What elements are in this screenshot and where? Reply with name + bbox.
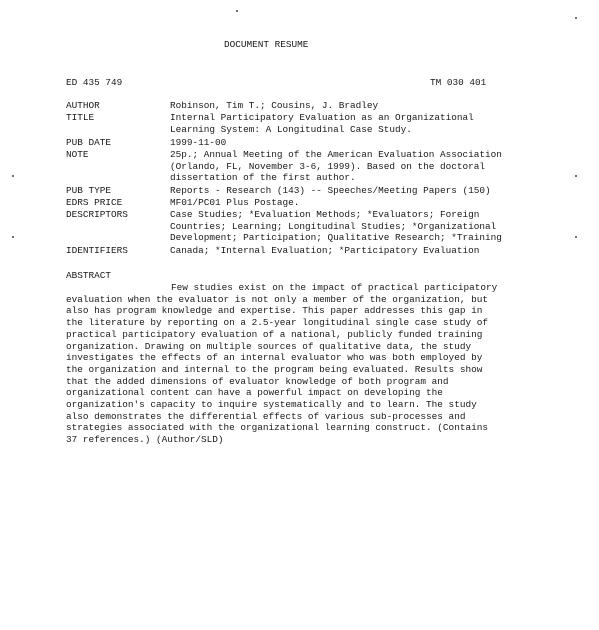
field-line: Robinson, Tim T.; Cousins, J. Bradley [170, 100, 379, 111]
abstract-line: also demonstrates the differential effects of various sub-processes and [66, 410, 466, 422]
scan-speck [575, 175, 577, 177]
field-value-pub-date [170, 137, 530, 149]
abstract-line: the literature by reporting on a 2.5-year longitudinal single case study of [66, 317, 488, 329]
field-value-descriptors [170, 209, 530, 244]
field-value-author [170, 100, 530, 112]
field-label-pub-date: PUB DATE [66, 137, 112, 148]
field-label-descriptors: DESCRIPTORS [66, 209, 128, 220]
field-value-identifiers [170, 245, 530, 257]
abstract-line: organization. Drawing on multiple sources of qualitative data, the study [66, 340, 472, 352]
field-line: (Orlando, FL, November 3-6, 1999). Based on the doctoral [170, 160, 486, 172]
abstract-line: investigates the effects of an internal evaluator who was both employed by [66, 352, 483, 364]
field-value-note [170, 149, 530, 184]
field-line: Development; Participation; Qualitative Research; *Training [170, 232, 502, 244]
abstract-line: evaluation when the evaluator is not only a member of the organization, but [66, 293, 488, 305]
abstract-line: that the added dimensions of evaluator knowledge of both program and [66, 375, 449, 387]
abstract-line: Few studies exist on the impact of practical participatory [171, 282, 498, 293]
field-label-edrs-price: EDRS PRICE [66, 197, 123, 208]
field-line: 25p.; Annual Meeting of the American Evaluation Association [170, 149, 502, 160]
field-value-pub-type [170, 185, 530, 197]
field-line: Canada; *Internal Evaluation; *Participatory Evaluation [170, 245, 480, 256]
scan-speck [575, 17, 577, 19]
field-line: 1999-11-00 [170, 137, 227, 148]
field-line: Countries; Learning; Longitudinal Studies; *Organizational [170, 220, 497, 232]
scan-speck [12, 175, 14, 177]
field-line: Case Studies; *Evaluation Methods; *Evaluators; Foreign [170, 209, 480, 220]
abstract-label: ABSTRACT [66, 270, 112, 281]
scan-speck [12, 236, 14, 238]
abstract-line: 37 references.) (Author/SLD) [66, 434, 224, 446]
tm-number: TM 030 401 [430, 77, 487, 88]
field-label-note: NOTE [66, 149, 89, 160]
scan-speck [575, 236, 577, 238]
abstract-line: organization's capacity to inquire systematically and to learn. The study [66, 399, 477, 411]
document-title: DOCUMENT RESUME [224, 39, 309, 50]
abstract-line: strategies associated with the organizational learning construct. (Contains [66, 422, 488, 434]
field-label-pub-type: PUB TYPE [66, 185, 112, 196]
field-line: Reports - Research (143) -- Speeches/Meeting Papers (150) [170, 185, 491, 196]
field-label-title: TITLE [66, 112, 95, 123]
abstract-line: organizational content can have a powerful impact on developing the [66, 387, 443, 399]
field-label-author: AUTHOR [66, 100, 100, 111]
ed-number: ED 435 749 [66, 77, 123, 88]
field-label-identifiers: IDENTIFIERS [66, 245, 128, 256]
abstract-line: practical participatory evaluation of a national, publicly funded training [66, 328, 483, 340]
field-line: MF01/PC01 Plus Postage. [170, 197, 300, 208]
field-line: Internal Participatory Evaluation as an Organizational [170, 112, 474, 123]
field-value-edrs-price [170, 197, 530, 209]
scan-speck [236, 10, 238, 12]
field-line: dissertation of the first author. [170, 172, 356, 184]
abstract-body [66, 282, 536, 446]
abstract-line: also has program knowledge and expertise. This paper addresses this gap in [66, 305, 483, 317]
field-line: Learning System: A Longitudinal Case Study. [170, 123, 412, 135]
abstract-line: the organization and internal to the program being evaluated. Results show [66, 363, 483, 375]
field-value-title [170, 112, 530, 135]
